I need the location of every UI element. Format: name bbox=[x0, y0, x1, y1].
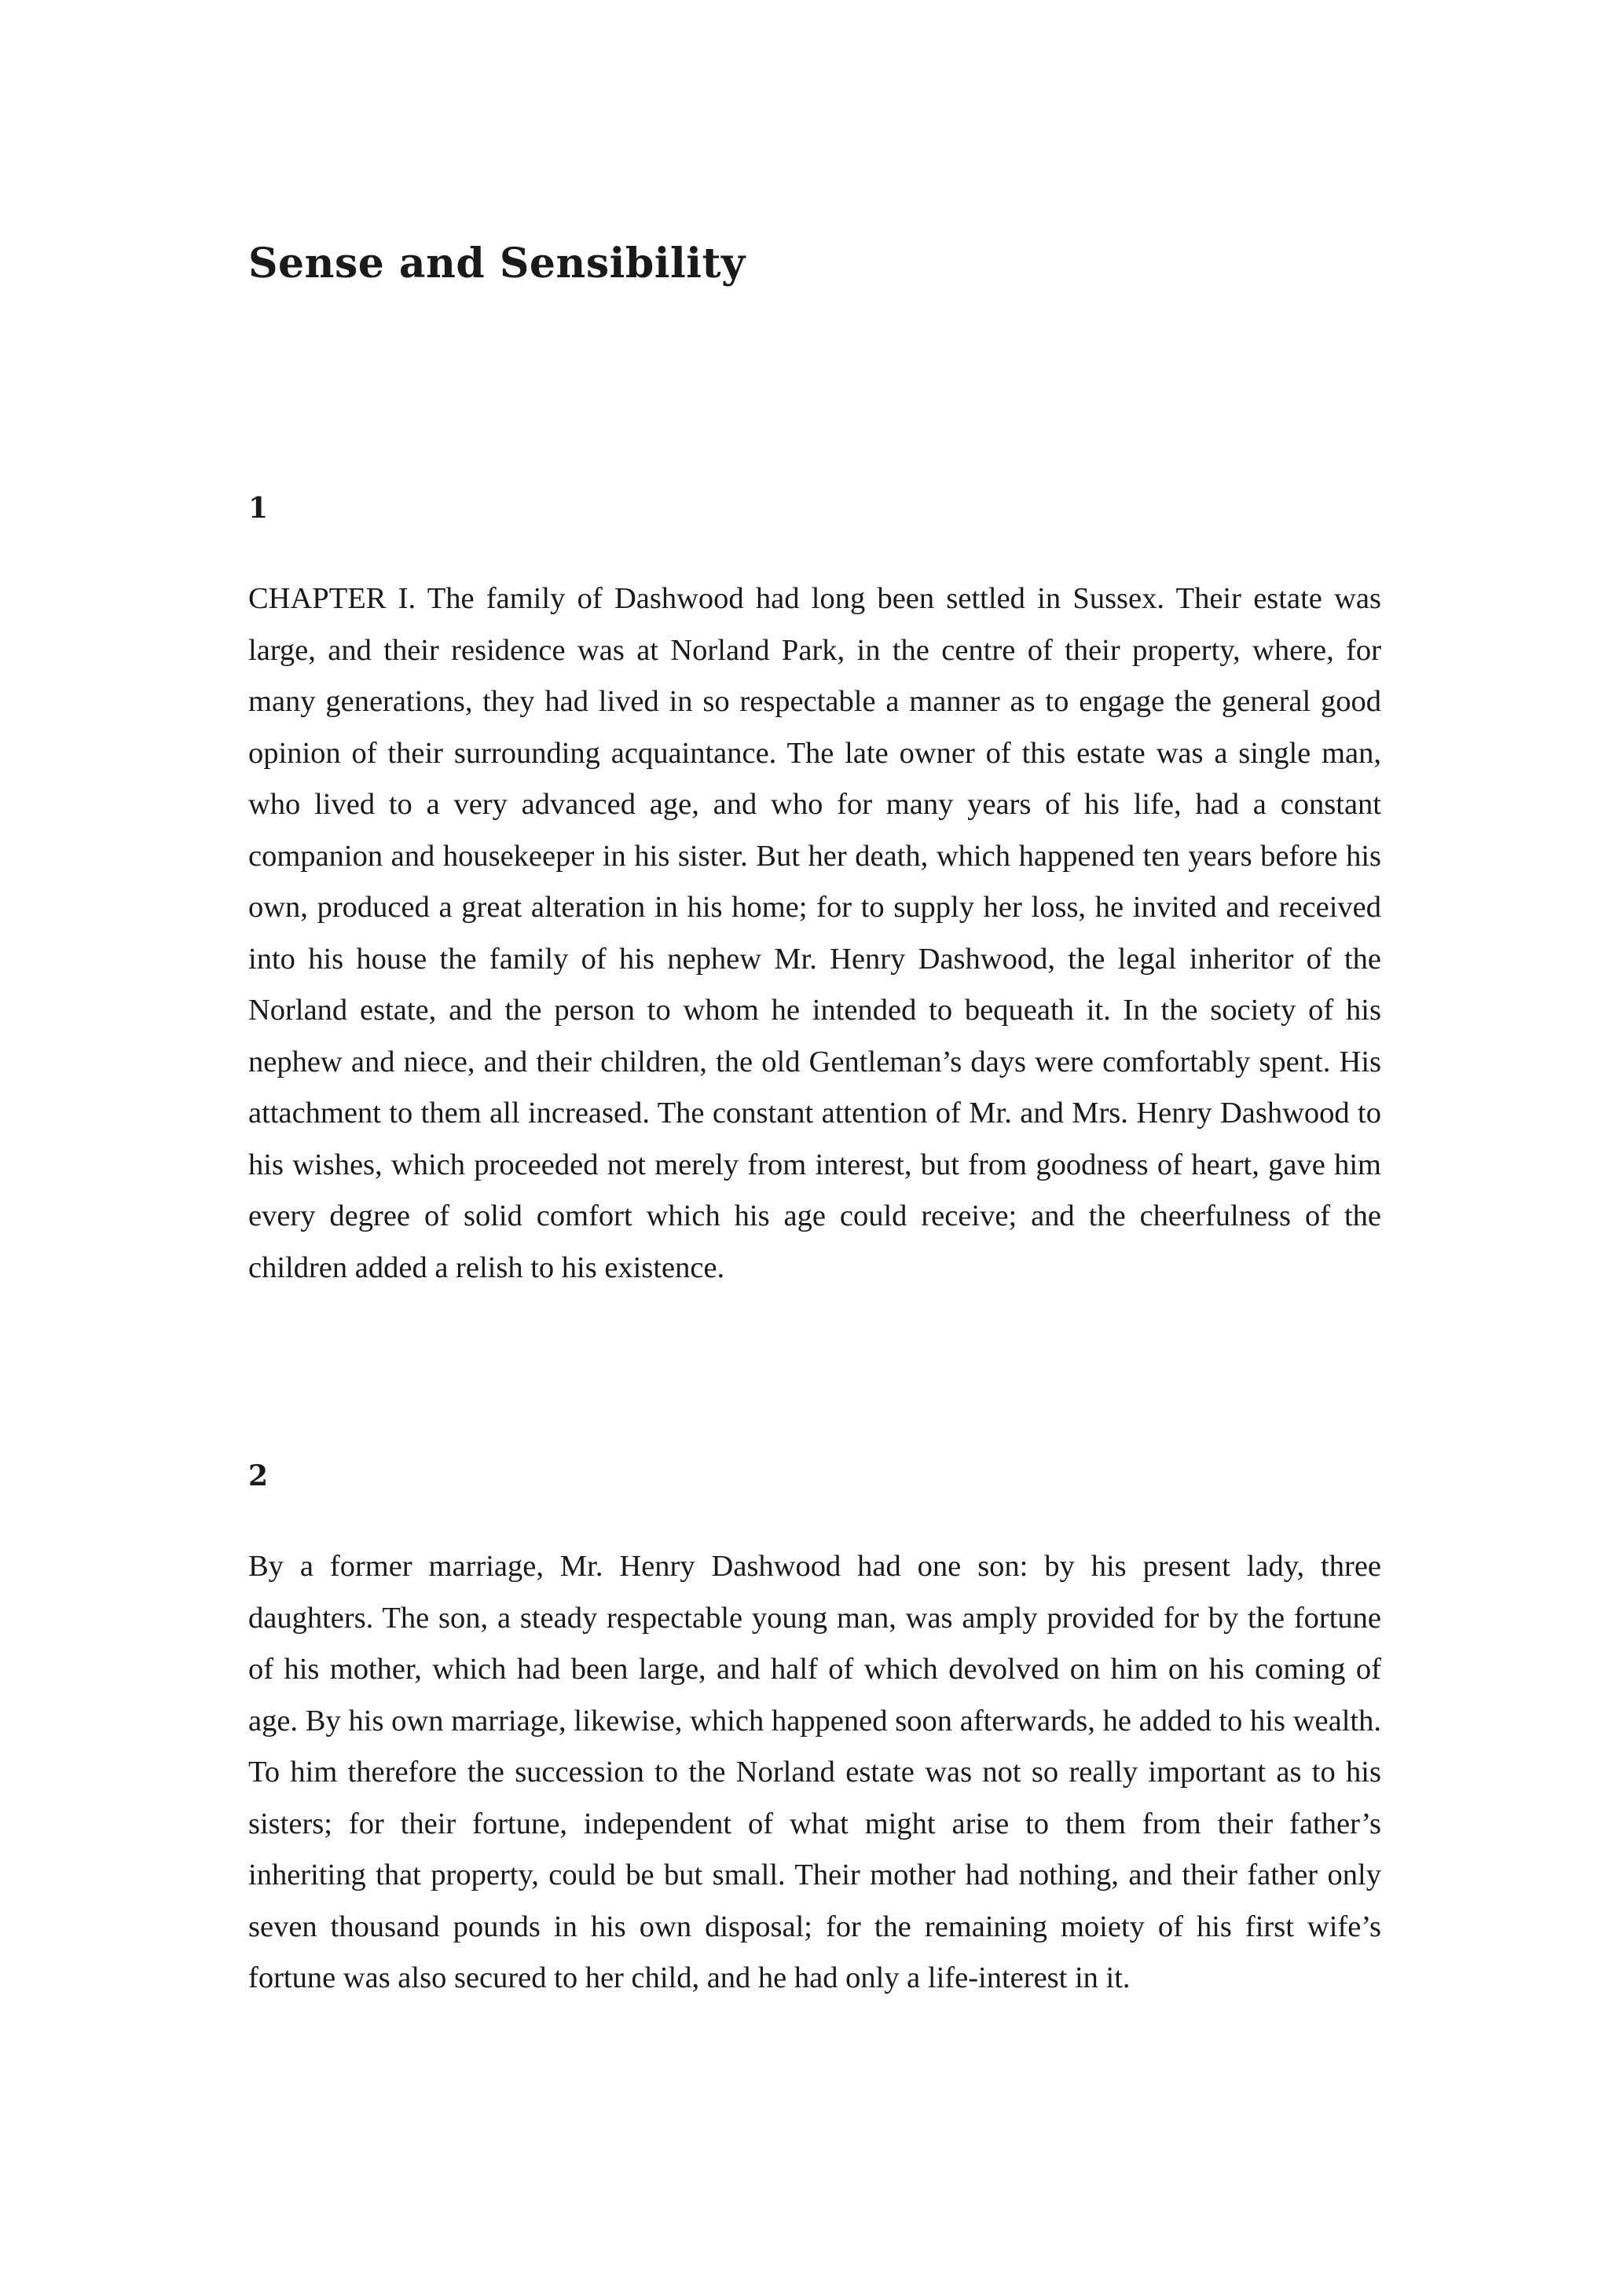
section-number: 2 bbox=[248, 1459, 269, 1492]
section-paragraph: CHAPTER I. The family of Dashwood had long been settled in Sussex. Their estate was large, and their residence was at Norland Park, in the centre of their property, where, for many generations, they had lived in so respectable a manner as to engage the general good opinion of their surrounding acquaintance. The late owner of this estate was a single man, who lived to a very advanced age, and who for many years of his life, had a constant companion and housekeeper in his sister. But her death, which happened ten years before his own, produced a great alteration in his home; for to supply her loss, he invited and received into his house the family of his nephew Mr. Henry Dashwood, the legal inheritor of the Norland estate, and the person to whom he intended to bequeath it. In the society of his nephew and niece, and their children, the old Gentleman’s days were comfortably spent. His attachment to them all increased. The constant attention of Mr. and Mrs. Henry Dashwood to his wishes, which proceeded not merely from interest, but from goodness of heart, gave him every degree of solid comfort which his age could receive; and the cheerfulness of the children added a relish to his existence. bbox=[248, 582, 1381, 1284]
section-paragraph: By a former marriage, Mr. Henry Dashwood had one son: by his present lady, three daughters. The son, a steady respectable young man, was amply provided for by the fortune of his mother, which had been large, and half of which devolved on him on his coming of age. By his own marriage, likewise, which happened soon afterwards, he added to his wealth. To him therefore the succession to the Norland estate was not so really important as to his sisters; for their fortune, independent of what might arise to them from their father’s inheriting that property, could be but small. Their mother had nothing, and their father only seven thousand pounds in his own disposal; for the remaining moiety of his first wife’s fortune was also secured to her child, and he had only a life-interest in it. bbox=[248, 1550, 1381, 1994]
section-number: 1 bbox=[248, 492, 269, 525]
document-title: Sense and Sensibility bbox=[248, 240, 746, 287]
